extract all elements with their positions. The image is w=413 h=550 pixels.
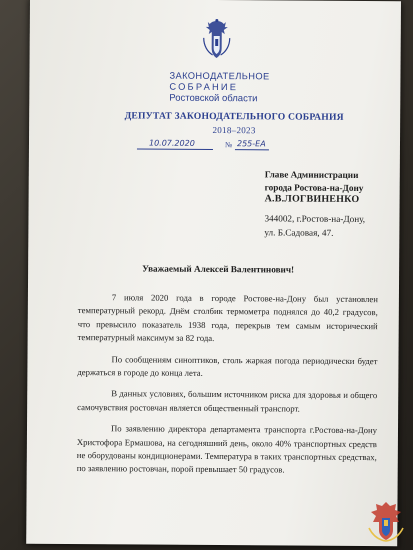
body-paragraph: В данных условиях, большим источником риска для здоровья и общего самочувствия ростовчан является общественный транспорт.	[77, 388, 378, 414]
letter-body	[77, 291, 378, 486]
letter-page	[26, 0, 401, 546]
registration-number-label: №	[224, 140, 233, 150]
addressee-block	[264, 168, 365, 239]
registration-number: 255-ЕА	[236, 139, 266, 149]
address-line-2: ул. Б.Садовая, 47.	[264, 226, 334, 238]
addressee-position: Главе Администрации	[264, 169, 359, 181]
letterhead-years: 2018–2023	[212, 124, 256, 136]
body-paragraph: По сообщениям синоптиков, столь жаркая погода периодически будет держаться в городе до конца лета.	[77, 353, 378, 378]
addressee-city: города Ростова-на-Дону	[264, 181, 364, 193]
date-underline	[137, 148, 213, 150]
rostov-coat-of-arms-watermark	[363, 498, 409, 544]
salutation: Уважаемый Алексей Валентинович!	[142, 263, 295, 275]
address-line-1: 344002, г.Ростов-на-Дону,	[264, 212, 366, 224]
org-line-3: Ростовской области	[169, 92, 258, 105]
org-line-1: ЗАКОНОДАТЕЛЬНОЕ	[169, 70, 270, 82]
registration-date: 10.07.2020	[148, 138, 195, 148]
org-line-2: СОБРАНИЕ	[169, 81, 239, 93]
addressee-name: А.В.ЛОГВИНЕНКО	[264, 193, 360, 206]
coat-of-arms-icon	[200, 18, 234, 62]
letterhead-title: ДЕПУТАТ ЗАКОНОДАТЕЛЬНОГО СОБРАНИЯ	[124, 110, 344, 123]
body-paragraph: По заявлению директора департамента транспорта г.Ростова-на-Дону Христофора Ермашова, на сегодняшний день, около 40% транспортных средств не оборудованы кондиционерами. Температура в таких транспортных средствах, по заявлению ростовчан, порой превышает 50 градусов.	[76, 423, 378, 475]
organization-name	[169, 71, 279, 105]
registration-line	[137, 136, 297, 151]
addressee-address	[264, 211, 365, 240]
body-paragraph: 7 июля 2020 года в городе Ростове-на-Дону был установлен температурный рекорд. Днём столбик термометра поднялся до 40,2 градусов, что превысило показатель 1938 года, перекрыв тем самым исторический температурный максимум за 82 года.	[77, 292, 378, 344]
number-underline	[235, 149, 269, 150]
